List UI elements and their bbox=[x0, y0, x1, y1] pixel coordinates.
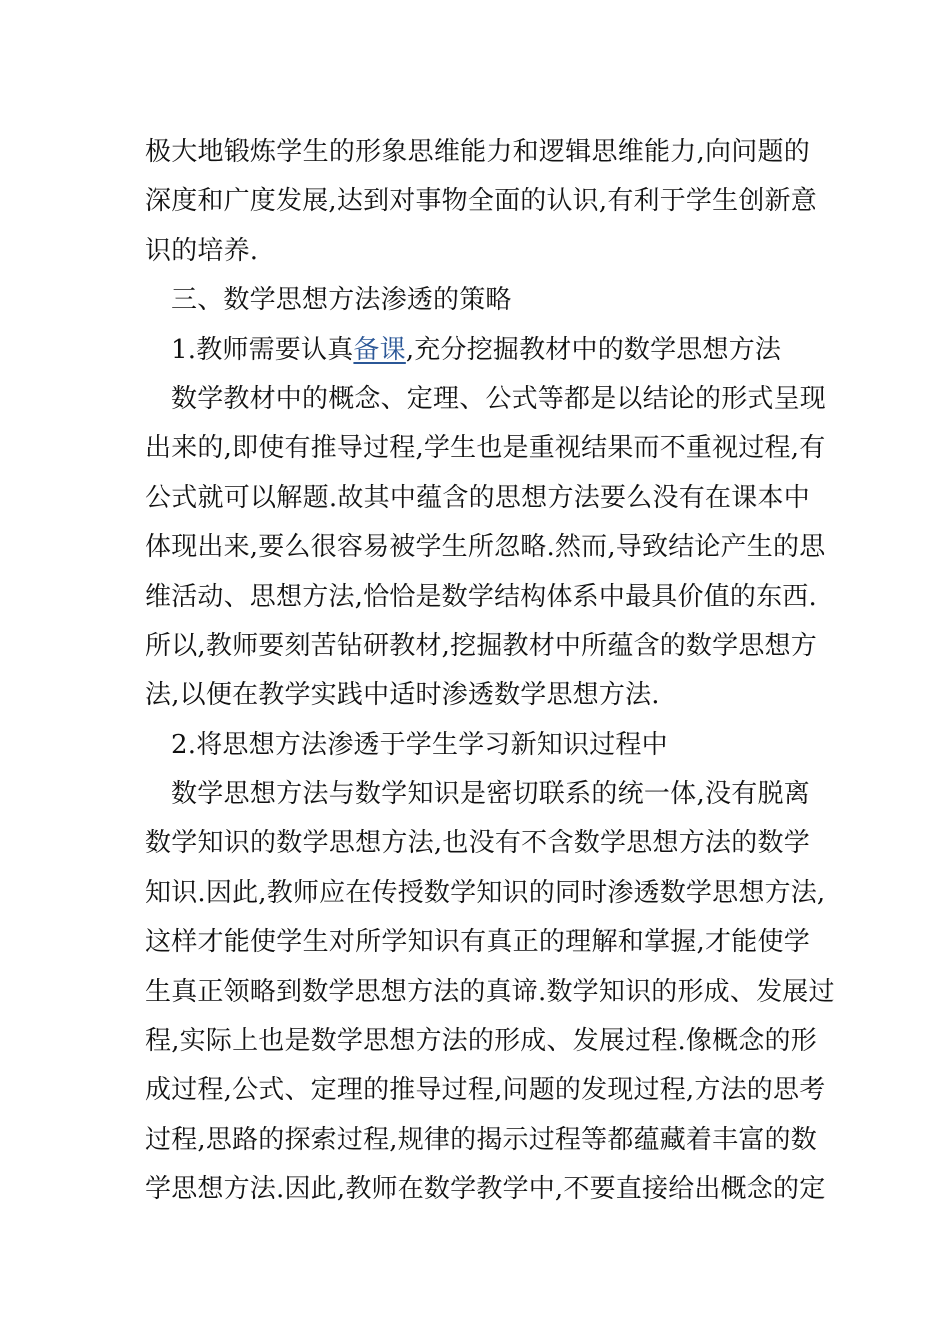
text-line: 体现出来,要么很容易被学生所忽略.然而,导致结论产生的思 bbox=[145, 532, 826, 563]
text-line: 深度和广度发展,达到对事物全面的认识,有利于学生创新意 bbox=[145, 186, 817, 217]
text-line: 学思想方法.因此,教师在数学教学中,不要直接给出概念的定 bbox=[145, 1174, 826, 1205]
text-line: 数学教材中的概念、定理、公式等都是以结论的形式呈现 bbox=[171, 383, 827, 414]
text-line: 知识.因此,教师应在传授数学知识的同时渗透数学思想方法, bbox=[145, 877, 826, 908]
document-body bbox=[145, 128, 835, 1215]
text-line: 法,以便在教学实践中适时渗透数学思想方法. bbox=[145, 680, 660, 711]
subheading-1-text-before: 1.教师需要认真 bbox=[171, 334, 354, 365]
text-line: 数学思想方法与数学知识是密切联系的统一体,没有脱离 bbox=[171, 779, 810, 810]
paragraph-1 bbox=[145, 128, 817, 276]
text-line: 成过程,公式、定理的推导过程,问题的发现过程,方法的思考 bbox=[145, 1075, 826, 1106]
text-line: 出来的,即使有推导过程,学生也是重视结果而不重视过程,有 bbox=[145, 433, 826, 464]
lesson-prep-link[interactable]: 备课 bbox=[353, 334, 406, 365]
text-line: 极大地锻炼学生的形象思维能力和逻辑思维能力,向问题的 bbox=[145, 137, 810, 167]
paragraph-2 bbox=[145, 375, 827, 721]
text-line: 识的培养. bbox=[145, 235, 259, 266]
text-line: 公式就可以解题.故其中蕴含的思想方法要么没有在课本中 bbox=[145, 482, 810, 513]
text-line: 这样才能使学生对所学知识有真正的理解和掌握,才能使学 bbox=[145, 927, 810, 958]
subheading-1 bbox=[145, 326, 810, 375]
text-line: 所以,教师要刻苦钻研教材,挖掘教材中所蕴含的数学思想方 bbox=[145, 630, 817, 661]
text-line: 数学知识的数学思想方法,也没有不含数学思想方法的数学 bbox=[145, 828, 810, 859]
text-line: 过程,思路的探索过程,规律的揭示过程等都蕴藏着丰富的数 bbox=[145, 1124, 817, 1155]
text-line: 程,实际上也是数学思想方法的形成、发展过程.像概念的形 bbox=[145, 1026, 817, 1057]
text-line: 生真正领略到数学思想方法的真谛.数学知识的形成、发展过 bbox=[145, 976, 835, 1007]
paragraph-3 bbox=[145, 770, 835, 1215]
subheading-2: 2.将思想方法渗透于学生学习新知识过程中 bbox=[171, 729, 668, 760]
subheading-1-text-after: ,充分挖掘教材中的数学思想方法 bbox=[405, 334, 782, 365]
section-heading-3: 三、数学思想方法渗透的策略 bbox=[171, 285, 512, 316]
text-line: 维活动、思想方法,恰恰是数学结构体系中最具价值的东西. bbox=[145, 581, 817, 612]
